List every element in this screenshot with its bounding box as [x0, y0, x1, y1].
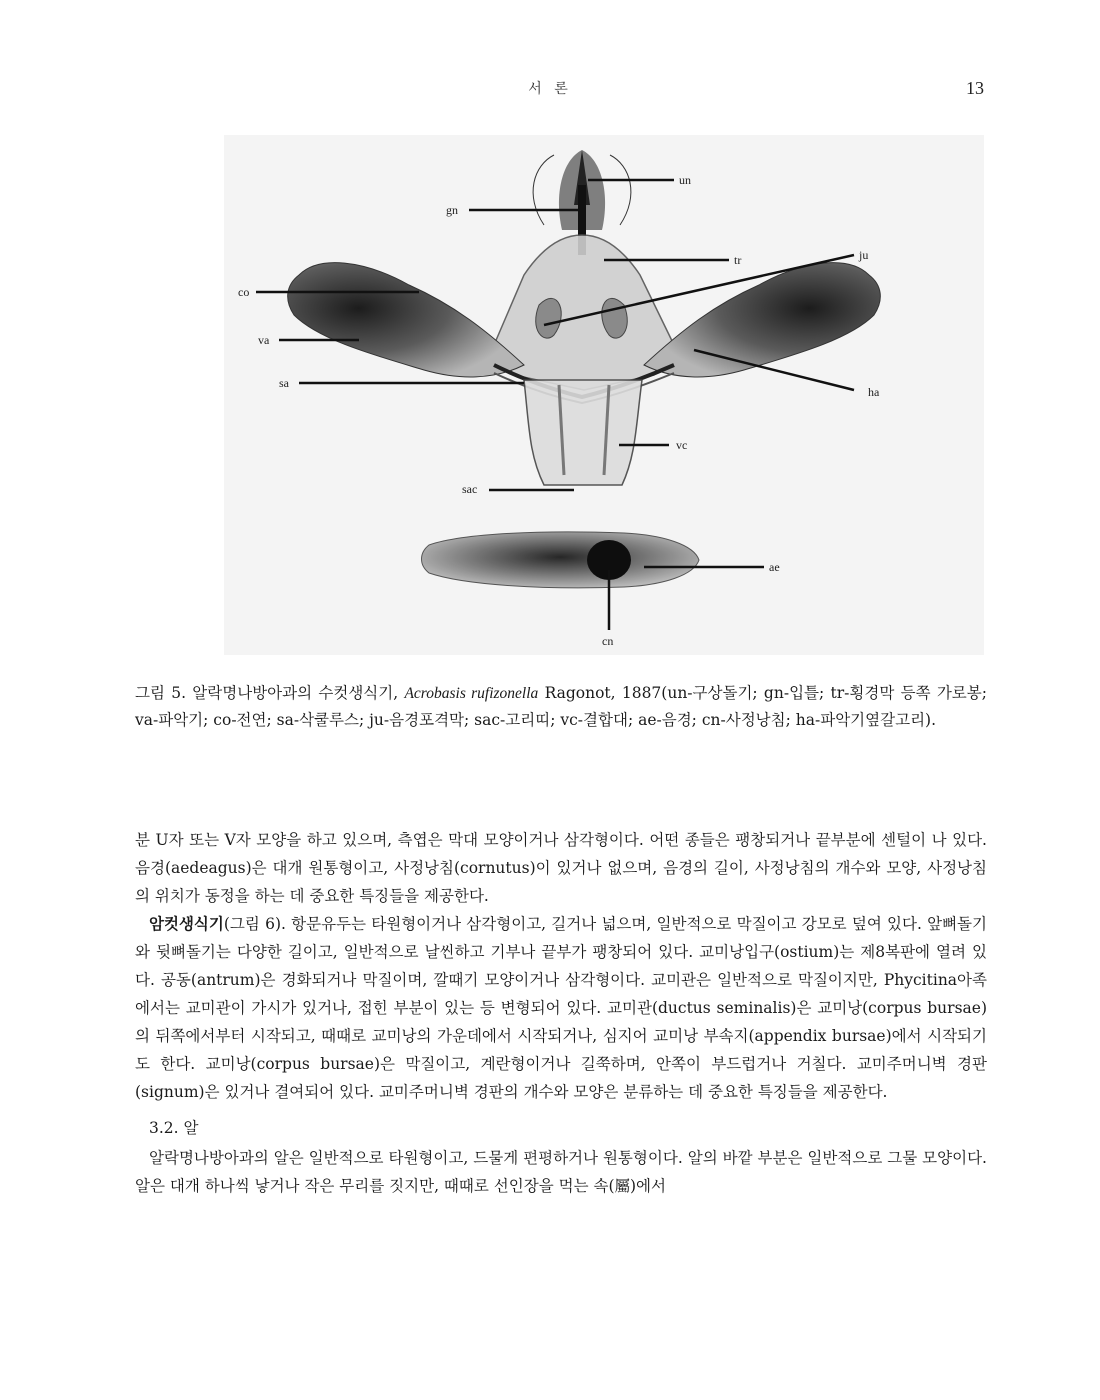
label-cn: cn: [602, 634, 614, 648]
label-ju: ju: [859, 248, 869, 262]
label-tr: tr: [734, 253, 742, 267]
label-un: un: [679, 173, 691, 187]
caption-prefix: 그림 5. 알락명나방아과의 수컷생식기,: [135, 684, 405, 702]
page-number: 13: [966, 78, 984, 98]
label-gn: gn: [446, 203, 458, 217]
section-heading: 3.2. 알: [149, 1119, 199, 1137]
running-head: 서 론: [528, 81, 572, 97]
label-ha: ha: [868, 385, 880, 399]
label-co: co: [238, 285, 250, 299]
body-text: [135, 826, 987, 1200]
paragraph: 알락명나방아과의 알은 일반적으로 타원형이고, 드물게 편평하거나 원통형이다. 알의 바깥 부분은 일반적으로 그물 모양이다. 알은 대개 하나씩 낳거나 작은 무리를 짓지만, 때때로 선인장을 먹는 속(屬)에서: [135, 1149, 987, 1195]
genitalia-figure: [224, 135, 984, 655]
caption-suffix: Ragonot, 1887(un-구상돌기; gn-입틀; tr-횡경막 등쪽 가로봉; va-파악기; co-전연; sa-삭쿨루스; ju-음경포격막; sac-고리띠; vc-결합대; ae-음경; cn-사정낭침; ha-파악기옆갈고리).: [135, 684, 987, 729]
label-sa: sa: [279, 376, 289, 390]
genitalia-illustration: [224, 135, 984, 655]
label-vc: vc: [676, 438, 688, 452]
figure-caption: [135, 680, 987, 733]
term-female-genitalia: 암컷생식기: [149, 914, 224, 933]
caption-species: Acrobasis rufizonella: [404, 685, 539, 702]
label-ae: ae: [769, 560, 780, 574]
paragraph-text: 항문유두는 타원형이거나 삼각형이고, 길거나 넓으며, 일반적으로 막질이고 강모로 덮여 있다. 앞뼈돌기와 뒷뼈돌기는 다양한 길이고, 일반적으로 날씬하고 기부나 끝부가 팽창되어 있다. 교미낭입구(ostium)는 제8복판에 열려 있다. 공동(antrum)은 경화되거나 막질이며, 깔때기 모양이거나 삼각형이다. 교미관은 일반적으로 막질이지만, Phycitina아족에서는 교미관이 가시가 있거나, 접힌 부분이 있는 등 변형되어 있다. 교미관(ductus seminalis)은 교미낭(corpus bursae)의 뒤쪽에서부터 시작되고, 때때로 교미낭의 가운데에서 시작되거나, 심지어 교미낭 부속지(appendix bursae)에서 시작되기도 한다. 교미낭(corpus bursae)은 막질이고, 계란형이거나 길쭉하며, 안쪽이 부드럽거나 거칠다. 교미주머니벽 경판(signum)은 있거나 결여되어 있다. 교미주머니벽 경판의 개수와 모양은 분류하는 데 중요한 특징들을 제공한다.: [135, 915, 988, 1101]
label-sac: sac: [462, 482, 478, 496]
label-va: va: [258, 333, 270, 347]
paragraph: 분 U자 또는 V자 모양을 하고 있으며, 측엽은 막대 모양이거나 삼각형이다. 어떤 종들은 팽창되거나 끝부분에 센털이 나 있다. 음경(aedeagus)은 대개 원통형이고, 사정낭침(cornutus)이 있거나 없으며, 음경의 길이, 사정낭침의 개수와 모양, 사정낭침의 위치가 동정을 하는 데 중요한 특징들을 제공한다.: [135, 831, 987, 905]
figure-reference: (그림 6).: [223, 915, 292, 933]
paragraph-female-genitalia: [135, 910, 987, 1106]
